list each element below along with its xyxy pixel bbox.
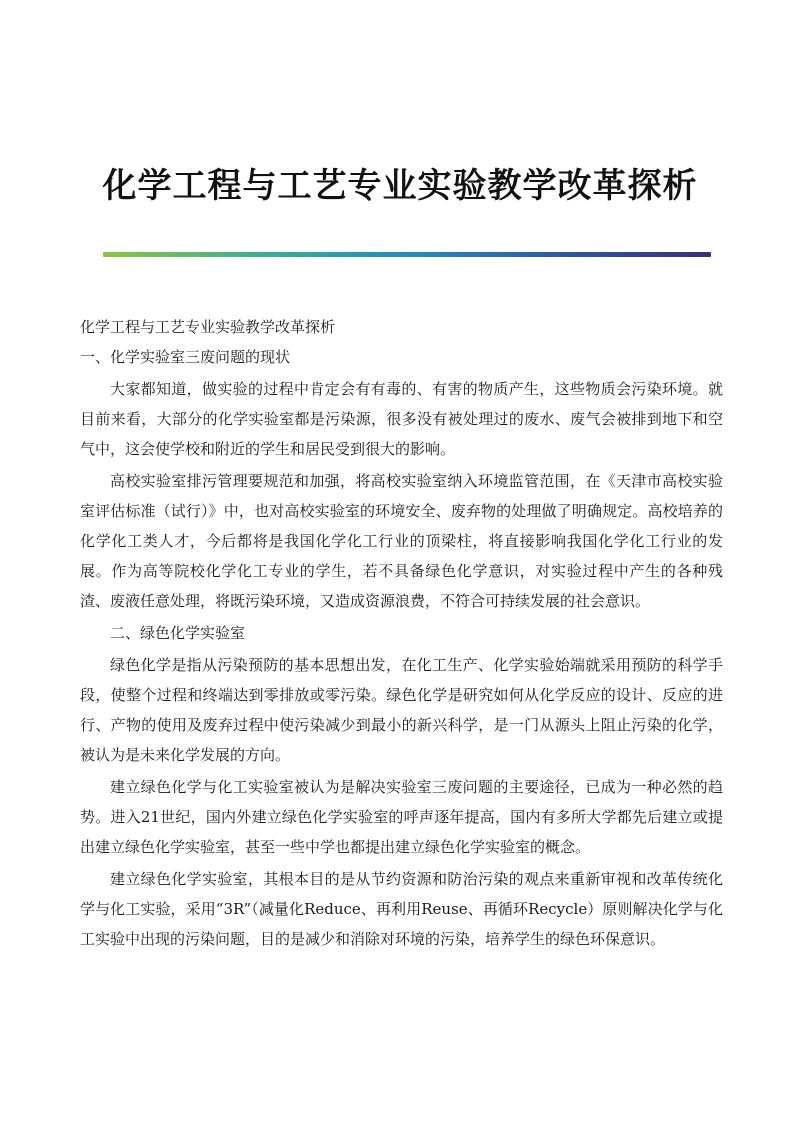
paragraph-2: 高校实验室排污管理要规范和加强，将高校实验室纳入环境监管范围，在《天津市高校实验室评估标准（试行）》中，也对高校实验室的环境安全、废弃物的处理做了明确规定。高校培养的化学化工类人才，今后都将是我国化学化工行业的顶梁柱，将直接影响我国化学化工行业的发展。作为高等院校化学化工专业的学生，若不具备绿色化学意识，对实验过程中产生的各种残渣、废液任意处理，将既污染环境，又造成资源浪费，不符合可持续发展的社会意识。: [80, 472, 723, 610]
paragraph-1: 大家都知道，做实验的过程中肯定会有有毒的、有害的物质产生，这些物质会污染环境。就目前来看，大部分的化学实验室都是污染源，很多没有被处理过的废水、废气会被排到地下和空气中，这会使学校和附近的学生和居民受到很大的影响。: [80, 380, 723, 458]
section-heading-1: 一、化学实验室三废问题的现状: [80, 348, 291, 366]
title-divider: [103, 252, 711, 257]
paragraph-4: 建立绿色化学与化工实验室被认为是解决实验室三废问题的主要途径，已成为一种必然的趋势。进入21世纪，国内外建立绿色化学实验室的呼声逐年提高，国内有多所大学都先后建立或提出建立绿色化学实验室，甚至一些中学也都提出建立绿色化学实验室的概念。: [80, 778, 723, 856]
paragraph-3: 绿色化学是指从污染预防的基本思想出发，在化工生产、化学实验始端就采用预防的科学手段，使整个过程和终端达到零排放或零污染。绿色化学是研究如何从化学反应的设计、反应的进行、产物的使用及废弃过程中使污染减少到最小的新兴科学，是一门从源头上阻止污染的化学，被认为是未来化学发展的方向。: [80, 656, 723, 764]
subtitle-line: 化学工程与工艺专业实验教学改革探析: [80, 318, 336, 336]
section-heading-2: 二、绿色化学实验室: [110, 624, 246, 642]
paragraph-5: 建立绿色化学实验室，其根本目的是从节约资源和防治污染的观点来重新审视和改革传统化学与化工实验，采用“3R”（减量化Reduce、再利用Reuse、再循环Recycle）原则解决化学与化工实验中出现的污染问题，目的是减少和消除对环境的污染，培养学生的绿色环保意识。: [80, 870, 723, 948]
document-body: [80, 312, 723, 956]
document-title: 化学工程与工艺专业实验教学改革探析: [102, 166, 698, 206]
